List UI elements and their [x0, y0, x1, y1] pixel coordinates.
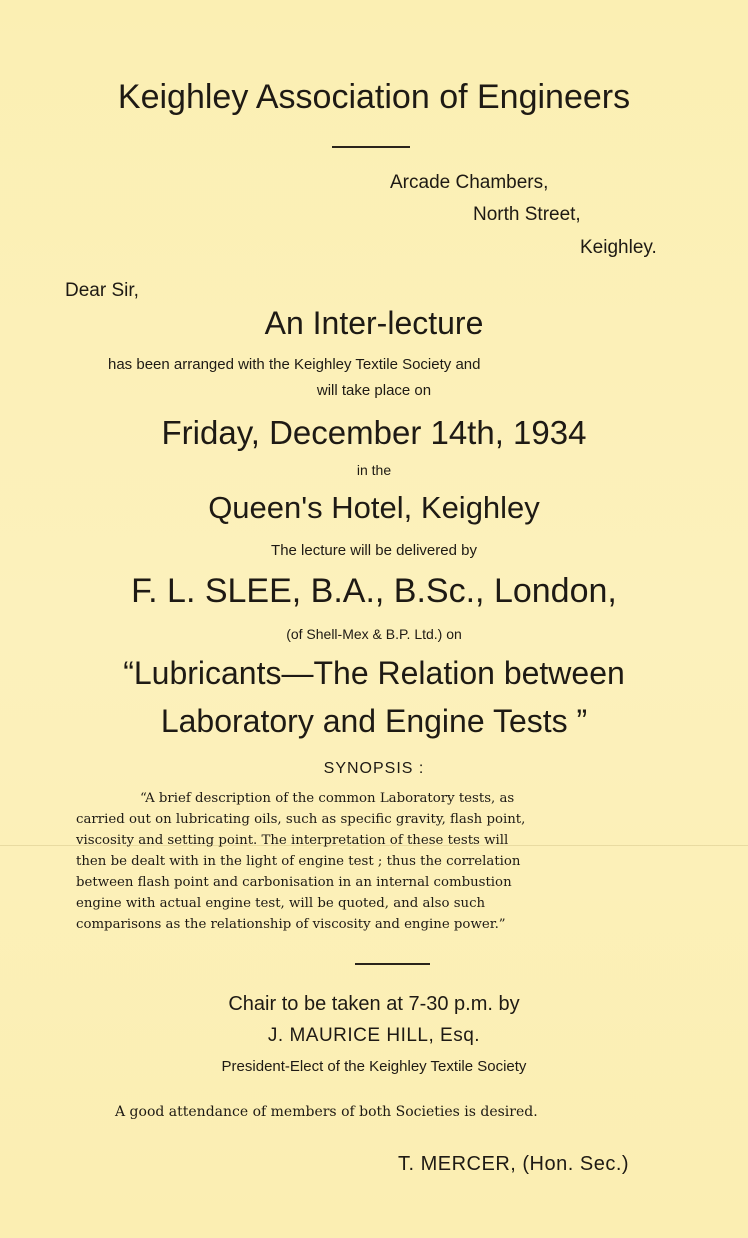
chairman-name: J. MAURICE HILL, Esq. — [267, 1025, 481, 1046]
lecturer-affiliation: (of Shell-Mex & B.P. Ltd.) on — [286, 626, 462, 642]
delivered-by-text: The lecture will be delivered by — [271, 542, 477, 559]
synopsis-line: carried out on lubricating oils, such as specific gravity, flash point, — [76, 812, 526, 827]
address-line-1: Arcade Chambers, — [390, 172, 549, 193]
lecture-topic-line-1: “Lubricants—The Relation between — [123, 655, 625, 691]
synopsis-line: “A brief description of the common Laboratory tests, as — [140, 791, 515, 806]
lecturer-name: F. L. SLEE, B.A., B.Sc., London, — [131, 572, 617, 610]
synopsis-divider — [355, 963, 430, 965]
title-divider — [332, 146, 410, 148]
synopsis-line: then be dealt with in the light of engine test ; thus the correlation — [76, 854, 521, 869]
synopsis-line: viscosity and setting point. The interpretation of these tests will — [76, 833, 509, 848]
venue: Queen's Hotel, Keighley — [208, 490, 540, 525]
intro-line-2: will take place on — [316, 382, 432, 399]
salutation: Dear Sir, — [65, 280, 139, 301]
synopsis-line: between flash point and carbonisation in an internal combustion — [76, 875, 512, 890]
synopsis-heading: SYNOPSIS : — [323, 760, 425, 777]
synopsis-line: engine with actual engine test, will be quoted, and also such — [76, 896, 486, 911]
attendance-note: A good attendance of members of both Societies is desired. — [115, 1104, 538, 1120]
intro-line-1: has been arranged with the Keighley Textile Society and — [108, 356, 481, 373]
lecture-topic-line-2: Laboratory and Engine Tests ” — [160, 703, 588, 739]
lecture-heading: An Inter-lecture — [264, 305, 484, 341]
chair-line: Chair to be taken at 7-30 p.m. by — [228, 993, 520, 1015]
address-line-2: North Street, — [473, 204, 581, 225]
synopsis-text — [76, 788, 706, 935]
address-line-3: Keighley. — [580, 237, 657, 258]
in-the-text: in the — [356, 462, 392, 478]
synopsis-line: comparisons as the relationship of viscosity and engine power.” — [76, 917, 506, 932]
association-title: Keighley Association of Engineers — [117, 78, 631, 116]
signature: T. MERCER, (Hon. Sec.) — [398, 1153, 630, 1175]
chairman-title: President-Elect of the Keighley Textile Society — [221, 1058, 527, 1075]
lecture-date: Friday, December 14th, 1934 — [161, 414, 587, 451]
